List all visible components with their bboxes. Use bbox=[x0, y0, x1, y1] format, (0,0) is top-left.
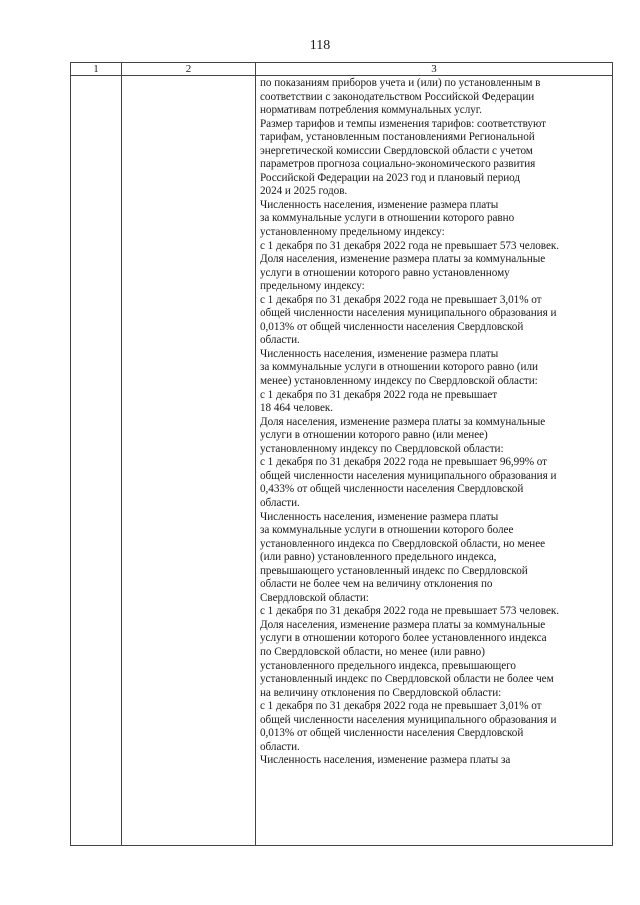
page-number: 118 bbox=[309, 38, 331, 53]
text-line: установленный индекс по Свердловской области не более чем bbox=[260, 673, 554, 686]
text-line: области. bbox=[260, 496, 300, 509]
text-line: Доля населения, изменение размера платы за коммунальные bbox=[260, 415, 546, 428]
text-line: услуги в отношении которого равно (или менее) bbox=[260, 429, 488, 442]
table-cell-col1 bbox=[71, 76, 122, 846]
text-line: услуги в отношении которого более установленного индекса bbox=[260, 632, 547, 645]
text-line: тарифам, установленным постановлениями Региональной bbox=[260, 131, 535, 144]
text-line: на величину отклонения по Свердловской области: bbox=[260, 686, 502, 699]
text-line: общей численности населения муниципального образования и bbox=[260, 469, 557, 482]
text-line: Численность населения, изменение размера платы bbox=[260, 198, 499, 211]
text-line: энергетической комиссии Свердловской области с учетом bbox=[260, 144, 533, 157]
text-line: за коммунальные услуги в отношении которого более bbox=[260, 524, 514, 537]
text-line: области не более чем на величину отклонения по bbox=[260, 578, 493, 591]
text-line: с 1 декабря по 31 декабря 2022 года не превышает 573 человек. bbox=[260, 239, 559, 252]
text-line: Численность населения, изменение размера платы bbox=[260, 347, 499, 360]
text-line: менее) установленному индексу по Свердловской области: bbox=[260, 375, 538, 388]
text-line: установленного индекса по Свердловской области, но менее bbox=[260, 537, 546, 550]
text-line: по Свердловской области, но менее (или равно) bbox=[260, 645, 485, 658]
text-line: нормативам потребления коммунальных услуг. bbox=[260, 104, 482, 117]
text-line: установленного предельного индекса, превышающего bbox=[260, 659, 516, 672]
text-line: 0,013% от общей численности населения Свердловской bbox=[260, 727, 524, 740]
text-line: Численность населения, изменение размера платы bbox=[260, 510, 499, 523]
text-line: установленному предельному индексу: bbox=[260, 226, 445, 239]
text-line: 0,433% от общей численности населения Свердловской bbox=[260, 483, 524, 496]
text-line: предельному индексу: bbox=[260, 280, 365, 293]
text-line: за коммунальные услуги в отношении которого равно bbox=[260, 212, 515, 225]
text-line: области. bbox=[260, 740, 300, 753]
text-line: общей численности населения муниципального образования и bbox=[260, 713, 557, 726]
text-line: 2024 и 2025 годов. bbox=[260, 185, 348, 198]
document-table bbox=[70, 62, 613, 846]
table-cell-col2 bbox=[122, 76, 256, 846]
text-line: с 1 декабря по 31 декабря 2022 года не превышает 3,01% от bbox=[260, 700, 542, 713]
text-line: с 1 декабря по 31 декабря 2022 года не превышает bbox=[260, 388, 498, 401]
text-line: области. bbox=[260, 334, 300, 347]
text-line: с 1 декабря по 31 декабря 2022 года не превышает 96,99% от bbox=[260, 456, 548, 469]
column-header-3: 3 bbox=[256, 63, 613, 76]
text-line: Свердловской области: bbox=[260, 591, 369, 604]
text-line: Доля населения, изменение размера платы за коммунальные bbox=[260, 618, 546, 631]
column-header-1: 1 bbox=[71, 63, 122, 76]
text-line: с 1 декабря по 31 декабря 2022 года не превышает 3,01% от bbox=[260, 293, 542, 306]
text-line: по показаниям приборов учета и (или) по установленным в bbox=[260, 77, 541, 89]
text-line: с 1 декабря по 31 декабря 2022 года не превышает 573 человек. bbox=[260, 605, 559, 618]
column-header-2: 2 bbox=[122, 63, 256, 76]
text-line: соответствии с законодательством Российской Федерации bbox=[260, 90, 535, 103]
text-line: Численность населения, изменение размера платы за bbox=[260, 754, 511, 767]
text-line: Российской Федерации на 2023 год и плановый период bbox=[260, 171, 521, 184]
text-line: общей численности населения муниципального образования и bbox=[260, 307, 557, 320]
table-header-row bbox=[71, 63, 613, 76]
text-line: услуги в отношении которого равно установленному bbox=[260, 266, 510, 279]
text-line: превышающего установленный индекс по Свердловской bbox=[260, 564, 528, 577]
text-line: Доля населения, изменение размера платы за коммунальные bbox=[260, 253, 546, 266]
text-line: (или равно) установленного предельного индекса, bbox=[260, 551, 497, 564]
text-line: 0,013% от общей численности населения Свердловской bbox=[260, 320, 524, 333]
text-line: параметров прогноза социально-экономического развития bbox=[260, 158, 536, 171]
text-line: за коммунальные услуги в отношении которого равно (или bbox=[260, 361, 538, 374]
text-line: установленному индексу по Свердловской области: bbox=[260, 442, 504, 455]
text-line: Размер тарифов и темпы изменения тарифов: соответствуют bbox=[260, 117, 546, 130]
table-row bbox=[71, 76, 613, 846]
cell-text bbox=[256, 76, 612, 768]
table-cell-col3 bbox=[256, 76, 613, 846]
text-line: 18 464 человек. bbox=[260, 402, 333, 415]
